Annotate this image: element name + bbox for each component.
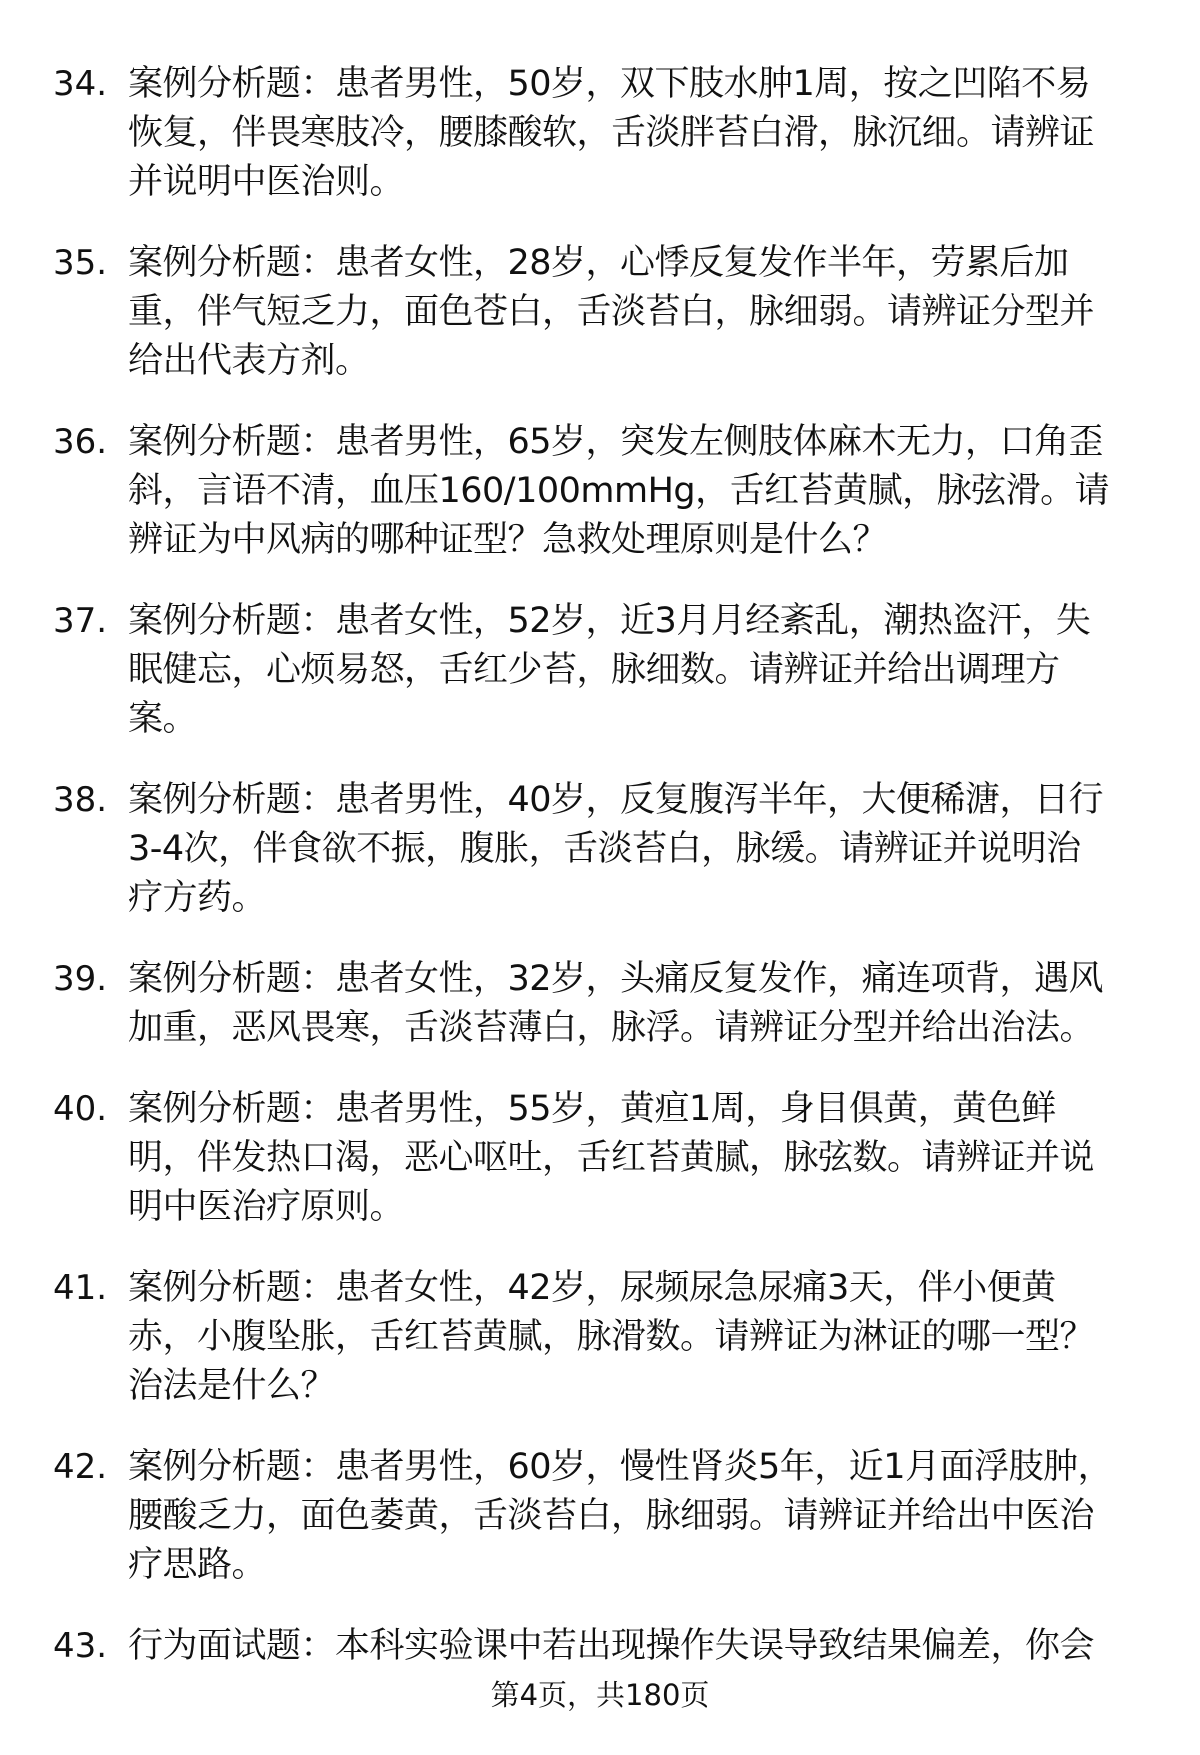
question-text bbox=[128, 418, 1200, 565]
question-text-line: 并说明中医治则。 bbox=[128, 162, 405, 202]
question-item bbox=[0, 1622, 1200, 1671]
question-text-line: 治法是什么？ bbox=[128, 1366, 336, 1406]
question-item bbox=[0, 776, 1200, 923]
question-text bbox=[128, 1443, 1200, 1590]
question-text-line: 加重，恶风畏寒，舌淡苔薄白，脉浮。请辨证分型并给出治法。 bbox=[128, 1008, 1095, 1048]
question-text-line: 3-4次，伴食欲不振，腹胀，舌淡苔白，脉缓。请辨证并说明治 bbox=[128, 829, 1081, 869]
question-text bbox=[128, 1085, 1200, 1232]
question-number: 41. bbox=[53, 1268, 108, 1308]
question-text-line: 疗方药。 bbox=[128, 878, 267, 918]
question-text-line: 案。 bbox=[128, 699, 198, 739]
question-number: 34. bbox=[53, 64, 108, 104]
question-text bbox=[128, 597, 1200, 744]
question-item bbox=[0, 1443, 1200, 1590]
question-text-line: 案例分析题：患者男性，50岁，双下肢水肿1周，按之凹陷不易 bbox=[128, 64, 1091, 104]
question-text-line: 眠健忘，心烦易怒，舌红少苔，脉细数。请辨证并给出调理方 bbox=[128, 650, 1060, 690]
question-text bbox=[128, 955, 1200, 1053]
question-text bbox=[128, 1264, 1200, 1411]
question-item bbox=[0, 418, 1200, 565]
question-text bbox=[128, 1622, 1200, 1671]
question-text bbox=[128, 60, 1200, 207]
question-number: 40. bbox=[53, 1089, 108, 1129]
question-text-line: 案例分析题：患者女性，52岁，近3月月经紊乱，潮热盗汗，失 bbox=[128, 601, 1091, 641]
question-text-line: 行为面试题：本科实验课中若出现操作失误导致结果偏差，你会 bbox=[128, 1626, 1095, 1666]
question-text-line: 重，伴气短乏力，面色苍白，舌淡苔白，脉细弱。请辨证分型并 bbox=[128, 292, 1095, 332]
question-number: 38. bbox=[53, 780, 108, 820]
question-text-line: 恢复，伴畏寒肢冷，腰膝酸软，舌淡胖苔白滑，脉沉细。请辨证 bbox=[128, 113, 1095, 153]
question-item bbox=[0, 239, 1200, 386]
page-footer: 第4页，共180页 bbox=[490, 1678, 710, 1712]
question-text-line: 案例分析题：患者女性，28岁，心悸反复发作半年，劳累后加 bbox=[128, 243, 1069, 283]
question-text-line: 案例分析题：患者男性，60岁，慢性肾炎5年，近1月面浮肢肿， bbox=[128, 1447, 1113, 1487]
question-text-line: 案例分析题：患者女性，42岁，尿频尿急尿痛3天，伴小便黄 bbox=[128, 1268, 1056, 1308]
question-text-line: 明，伴发热口渴，恶心呕吐，舌红苔黄腻，脉弦数。请辨证并说 bbox=[128, 1138, 1095, 1178]
question-text-line: 斜，言语不清，血压160/100mmHg，舌红苔黄腻，脉弦滑。请 bbox=[128, 471, 1110, 511]
question-item bbox=[0, 1264, 1200, 1411]
question-text-line: 腰酸乏力，面色萎黄，舌淡苔白，脉细弱。请辨证并给出中医治 bbox=[128, 1496, 1095, 1536]
question-text-line: 明中医治疗原则。 bbox=[128, 1187, 405, 1227]
question-item bbox=[0, 597, 1200, 744]
question-item bbox=[0, 1085, 1200, 1232]
question-text-line: 案例分析题：患者男性，65岁，突发左侧肢体麻木无力，口角歪 bbox=[128, 422, 1104, 462]
question-text-line: 案例分析题：患者男性，40岁，反复腹泻半年，大便稀溏，日行 bbox=[128, 780, 1104, 820]
question-item bbox=[0, 60, 1200, 207]
question-number: 36. bbox=[53, 422, 108, 462]
question-number: 35. bbox=[53, 243, 108, 283]
question-text bbox=[128, 776, 1200, 923]
question-list bbox=[0, 60, 1200, 1703]
question-number: 43. bbox=[53, 1626, 108, 1666]
question-text-line: 辨证为中风病的哪种证型？急救处理原则是什么？ bbox=[128, 520, 888, 560]
question-text-line: 赤，小腹坠胀，舌红苔黄腻，脉滑数。请辨证为淋证的哪一型？ bbox=[128, 1317, 1095, 1357]
question-text-line: 疗思路。 bbox=[128, 1545, 267, 1585]
question-number: 42. bbox=[53, 1447, 108, 1487]
question-text-line: 案例分析题：患者男性，55岁，黄疸1周，身目俱黄，黄色鲜 bbox=[128, 1089, 1056, 1129]
question-text-line: 给出代表方剂。 bbox=[128, 341, 370, 381]
question-number: 39. bbox=[53, 959, 108, 999]
question-text-line: 案例分析题：患者女性，32岁，头痛反复发作，痛连项背，遇风 bbox=[128, 959, 1104, 999]
question-number: 37. bbox=[53, 601, 108, 641]
question-item bbox=[0, 955, 1200, 1053]
question-text bbox=[128, 239, 1200, 386]
